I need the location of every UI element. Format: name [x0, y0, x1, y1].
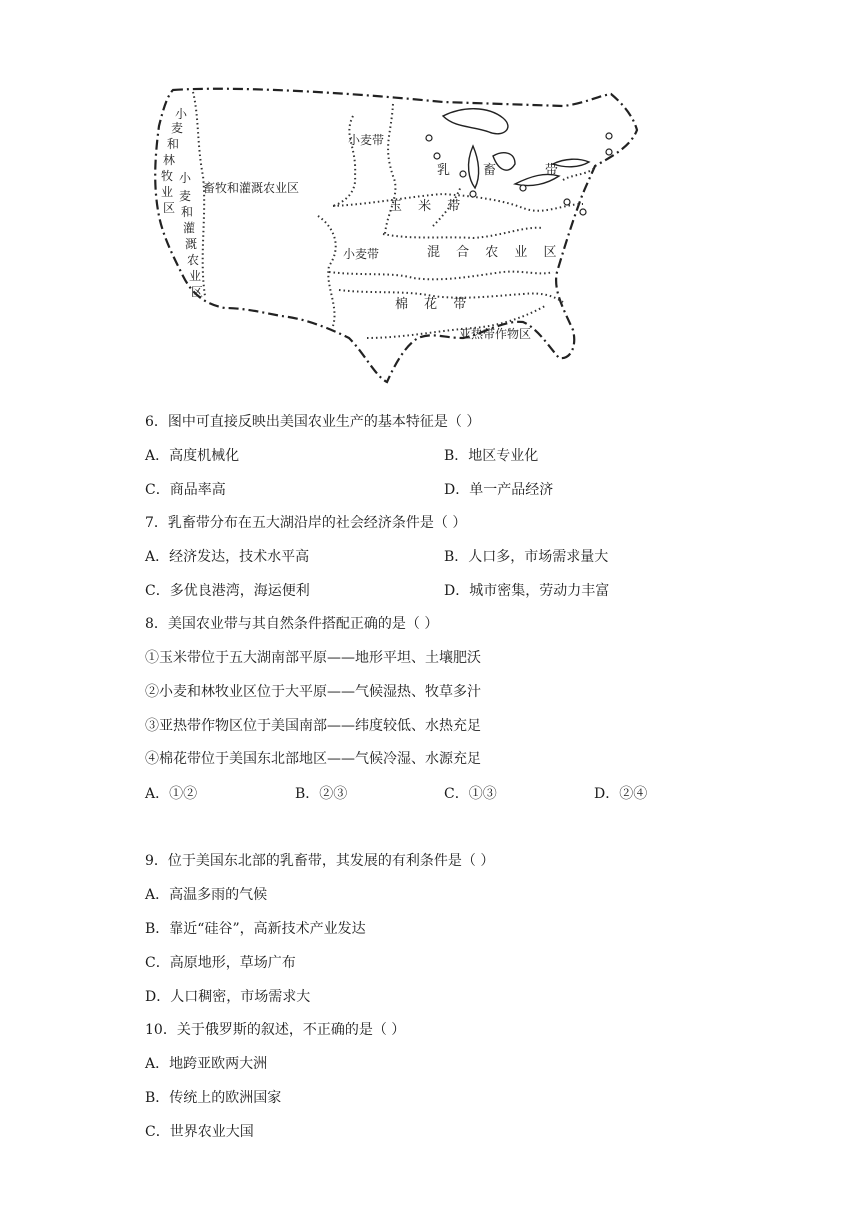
label-west-coast2-3: 灌 — [183, 221, 196, 235]
national-border — [155, 89, 637, 382]
label-west-coast-5: 业 — [161, 185, 174, 199]
q8-option-d[interactable]: D．②④ — [594, 786, 648, 802]
q8-stem: 8．美国农业带与其自然条件搭配正确的是（ ） — [145, 616, 439, 632]
label-west-coast-0: 小 — [175, 107, 188, 121]
label-cotton: 棉 花 带 — [395, 297, 473, 312]
label-west-coast2-7: 区 — [191, 285, 204, 299]
q7-option-a[interactable]: A．经济发达，技术水平高 — [145, 549, 310, 565]
q8-item-2: ②小麦和林牧业区位于大平原——气候湿热、牧草多汁 — [145, 684, 481, 700]
label-wheat-north: 小麦带 — [348, 133, 385, 147]
label-wheat-south: 小麦带 — [343, 247, 380, 261]
label-west-coast2-1: 麦 — [179, 189, 192, 203]
map-svg — [143, 76, 643, 394]
q9-stem: 9．位于美国东北部的乳畜带，其发展的有利条件是（ ） — [145, 853, 495, 869]
q10-option-b[interactable]: B．传统上的欧洲国家 — [145, 1090, 282, 1106]
label-west-coast-1: 麦 — [171, 121, 184, 135]
label-dairy-2: 带 — [545, 163, 565, 178]
q7-option-b[interactable]: B．人口多，市场需求量大 — [444, 549, 609, 565]
q9-option-d[interactable]: D．人口稠密，市场需求大 — [145, 989, 311, 1005]
q9-option-a[interactable]: A．高温多雨的气候 — [145, 887, 268, 903]
q8-option-b[interactable]: B．②③ — [295, 786, 348, 802]
label-west-coast-4: 牧 — [161, 169, 174, 183]
label-west-coast2-2: 和 — [181, 205, 194, 219]
q6-option-d[interactable]: D．单一产品经济 — [444, 482, 554, 498]
label-west-coast-6: 区 — [163, 201, 176, 215]
label-dairy-1: 畜 — [483, 163, 503, 178]
label-corn: 玉 米 带 — [389, 199, 467, 214]
q7-option-d[interactable]: D．城市密集，劳动力丰富 — [444, 583, 610, 599]
label-dairy-0: 乳 — [437, 163, 457, 178]
us-agriculture-map — [143, 76, 643, 394]
q8-option-a[interactable]: A．①② — [145, 786, 198, 802]
label-west-coast2-4: 溉 — [185, 237, 198, 251]
label-west-coast-3: 林 — [163, 153, 176, 167]
great-lakes — [443, 109, 508, 134]
label-ranching: 畜牧和灌溉农业区 — [203, 181, 300, 195]
q6-stem: 6．图中可直接反映出美国农业生产的基本特征是（ ） — [145, 414, 481, 430]
q10-stem: 10．关于俄罗斯的叙述，不正确的是（ ） — [145, 1022, 406, 1038]
label-west-coast2-0: 小 — [179, 171, 192, 185]
q7-option-c[interactable]: C．多优良港湾，海运便利 — [145, 583, 310, 599]
label-subtropical: 亚热带作物区 — [459, 327, 532, 341]
q6-option-b[interactable]: B．地区专业化 — [444, 448, 539, 464]
q10-option-c[interactable]: C．世界农业大国 — [145, 1124, 254, 1140]
label-west-coast2-5: 农 — [187, 253, 200, 267]
q6-option-a[interactable]: A．高度机械化 — [145, 448, 240, 464]
q9-option-c[interactable]: C．高原地形，草场广布 — [145, 955, 296, 971]
q7-stem: 7．乳畜带分布在五大湖沿岸的社会经济条件是（ ） — [145, 515, 467, 531]
q8-option-c[interactable]: C．①③ — [444, 786, 497, 802]
label-mixed: 混 合 农 业 区 — [427, 245, 563, 260]
label-west-coast2-6: 业 — [189, 269, 202, 283]
q10-option-a[interactable]: A．地跨亚欧两大洲 — [145, 1056, 268, 1072]
label-west-coast-2: 和 — [167, 137, 180, 151]
q6-option-c[interactable]: C．商品率高 — [145, 482, 226, 498]
q8-item-4: ④棉花带位于美国东北部地区——气候冷湿、水源充足 — [145, 751, 481, 767]
q8-item-3: ③亚热带作物区位于美国南部——纬度较低、水热充足 — [145, 718, 481, 734]
q8-item-1: ①玉米带位于五大湖南部平原——地形平坦、土壤肥沃 — [145, 650, 481, 666]
belt-boundaries — [193, 92, 595, 338]
q9-option-b[interactable]: B．靠近“硅谷”，高新技术产业发达 — [145, 921, 366, 937]
